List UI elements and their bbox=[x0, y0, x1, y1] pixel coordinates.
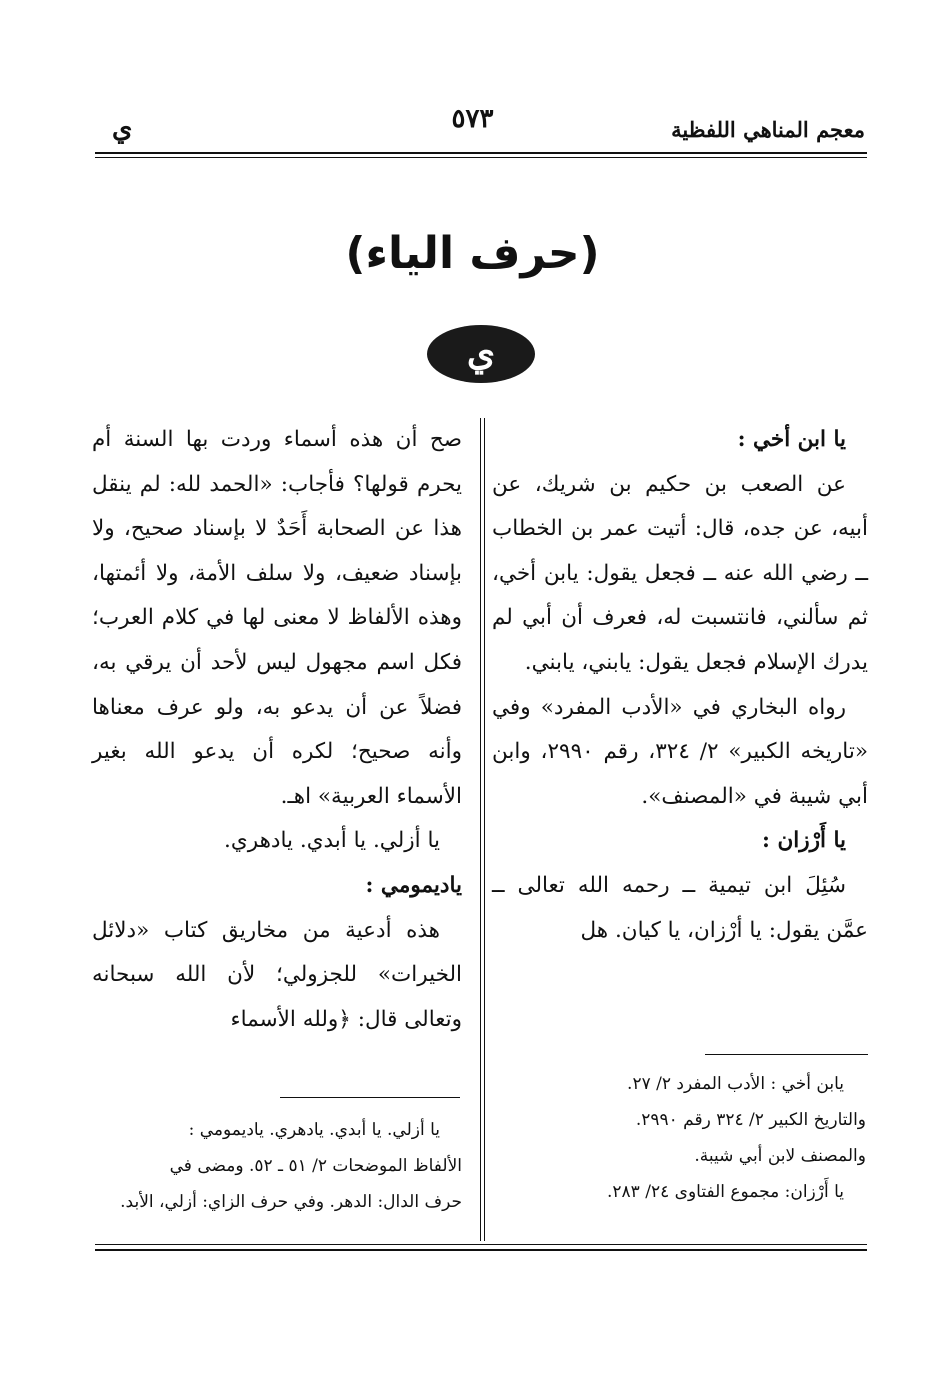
left-column bbox=[92, 418, 462, 1042]
letter-badge: ي bbox=[427, 325, 535, 383]
footnote-separator-right bbox=[705, 1054, 868, 1055]
paragraph-fatwa: صح أن هذه أسماء وردت بها السنة أم يحرم قولها؟ فأجاب: «الحمد لله: لم ينقل هذا عن الصحابة أَحَدٌ لا بإسناد صحيح، ولا بإسناد ضعيف، ولا سلف الأمة، ولا أئمتها، وهذه الألفاظ لا معنى لها في كلام العرب؛ فكل اسم مجهول ليس لأحد أن يرقي به، فضلاً عن أن يدعو به، ولو عرف معناها وأنه صحيح؛ لكره أن يدعو الله بغير الأسماء العربية» اهـ. bbox=[92, 427, 462, 809]
running-letter: ي bbox=[112, 114, 133, 144]
bottom-rule-top bbox=[95, 1244, 867, 1245]
page-number: ٥٧٣ bbox=[451, 104, 494, 134]
footnote-line: يا أَرْزان: مجموع الفتاوى ٢٤/ ٢٨٣. bbox=[607, 1182, 844, 1202]
paragraph-source: رواه البخاري في «الأدب المفرد» وفي «تاريخه الكبير» ٢/ ٣٢٤، رقم ٢٩٩٠، وابن أبي شيبة في «المصنف». bbox=[492, 694, 868, 809]
paragraph-dalail: هذه أدعية من مخاريق كتاب «دلائل الخيرات» للجزولي؛ لأن الله سبحانه وتعالى قال: ﴿ولله الأسماء bbox=[92, 917, 462, 1032]
footnotes-left bbox=[92, 1112, 462, 1220]
entry-heading-arzan: يا أَرْزان : bbox=[762, 828, 846, 854]
paragraph-question: سُئِلَ ابن تيمية ــ رحمه الله تعالى ــ عمَّن يقول: يا أرْزان، يا كيان. هل bbox=[492, 872, 868, 943]
bottom-rule-bottom bbox=[95, 1249, 867, 1251]
column-divider-inner bbox=[484, 418, 485, 1241]
right-column bbox=[492, 418, 868, 953]
footnote-line: والتاريخ الكبير ٢/ ٣٢٤ رقم ٢٩٩٠. bbox=[635, 1110, 866, 1130]
entry-heading-azali: يا أزلي. يا أبدي. يادهري. bbox=[224, 828, 440, 854]
section-heading: (حرف الياء) bbox=[345, 228, 600, 279]
header-rule-thick bbox=[95, 152, 867, 154]
header-rule-thin bbox=[95, 157, 867, 158]
entry-heading-daymumi: ياديمومي : bbox=[365, 872, 462, 898]
paragraph-hadith: عن الصعب بن حكيم بن شريك، عن أبيه، عن جده، قال: أتيت عمر بن الخطاب ــ رضي الله عنه ــ فجعل يقول: يابن أخي، ثم سألني، فانتسبت له، فعرف أن أبي لم يدرك الإسلام فجعل يقول: يابني، يابني. bbox=[492, 471, 868, 675]
book-title: معجم المناهي اللفظية bbox=[671, 117, 865, 142]
column-divider bbox=[480, 418, 481, 1241]
entry-heading-ibn-akhi: يا ابن أخي : bbox=[737, 427, 846, 452]
footnote-line: يابن أخي : الأدب المفرد ٢/ ٢٧. bbox=[627, 1074, 844, 1094]
footnote-line: والمصنف لابن أبي شيبة. bbox=[694, 1146, 866, 1166]
footnote-line: حرف الدال: الدهر. وفي حرف الزاي: أزلي، الأبد. bbox=[120, 1192, 462, 1212]
footnote-line: يا أزلي. يا أبدي. يادهري. ياديمومي : bbox=[188, 1120, 440, 1140]
footnote-line: الألفاظ الموضحات ٢/ ٥١ ـ ٥٢. ومضى في bbox=[169, 1156, 462, 1176]
footnotes-right bbox=[492, 1066, 866, 1210]
footnote-separator-left bbox=[280, 1097, 460, 1098]
